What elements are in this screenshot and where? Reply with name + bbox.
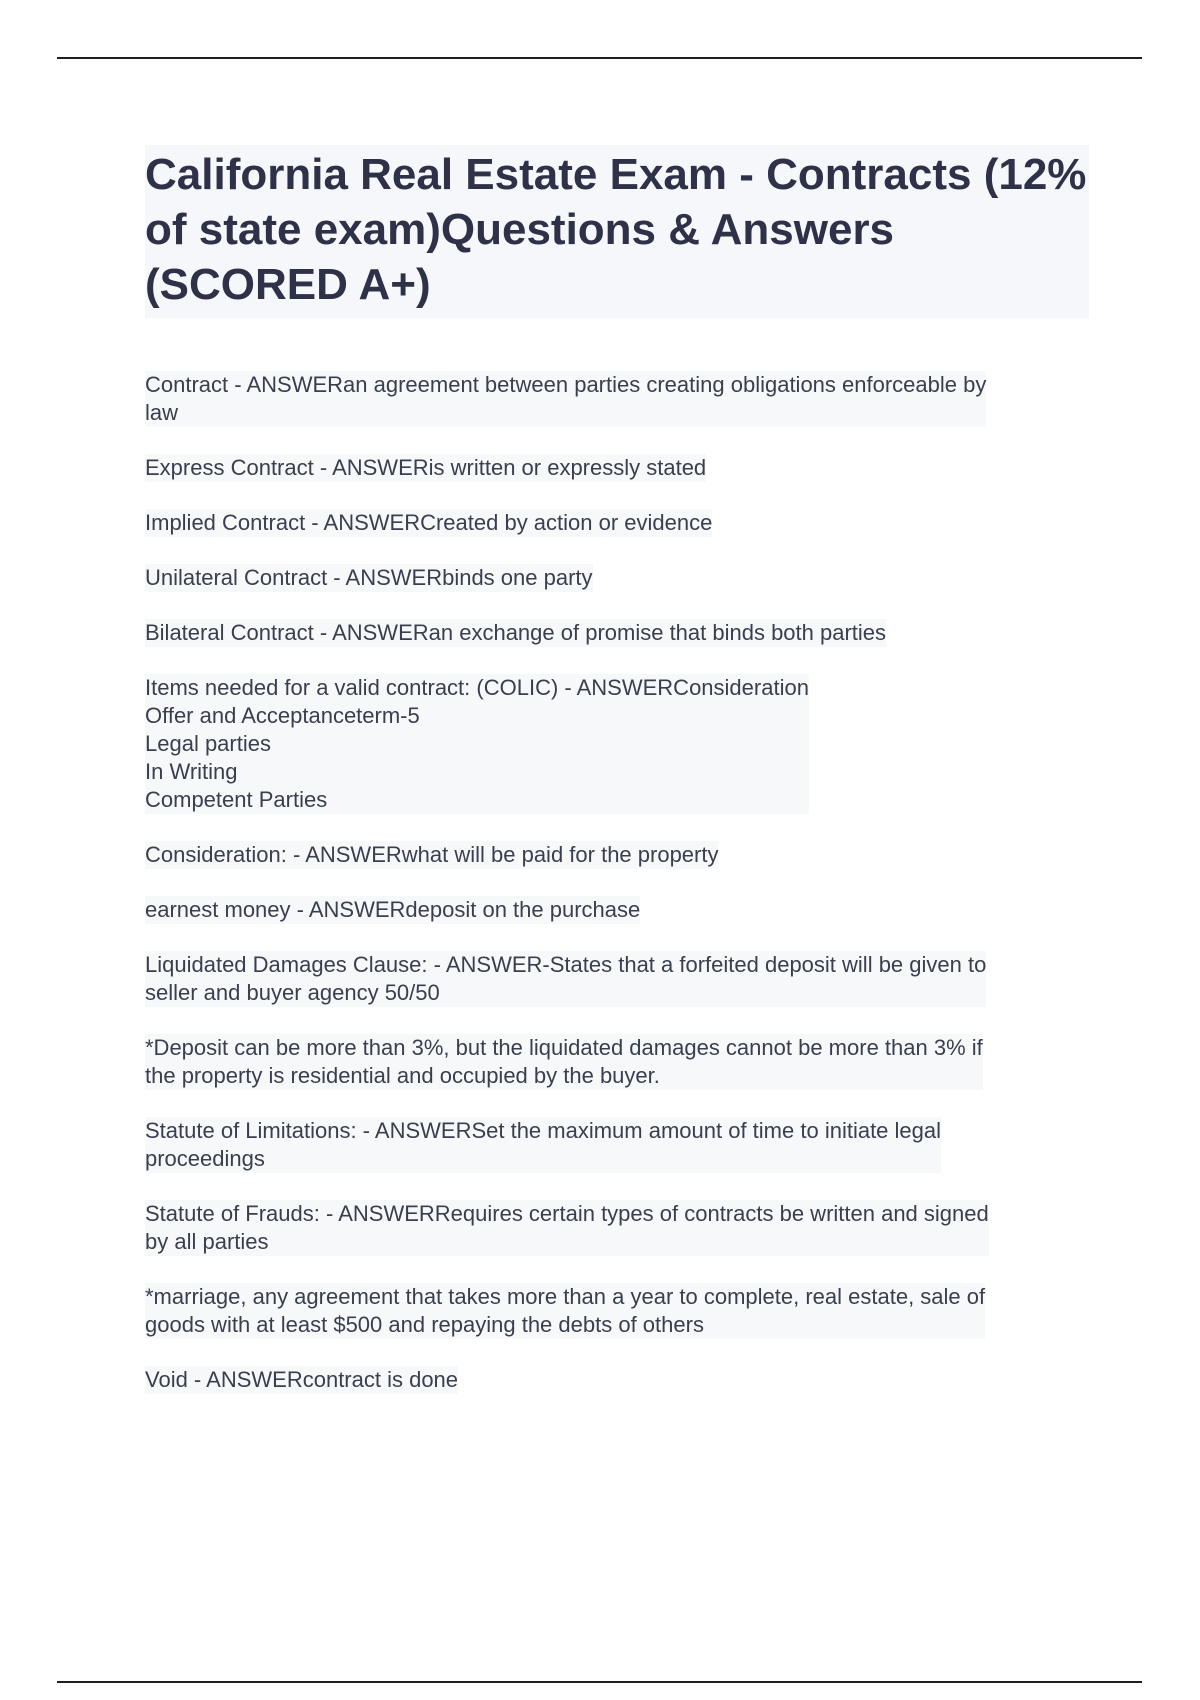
qa-entry — [145, 951, 986, 1007]
entry-line: Items needed for a valid contract: (COLIC) - ANSWERConsideration — [145, 675, 809, 700]
qa-entry — [145, 841, 718, 869]
qa-entry — [145, 1283, 985, 1339]
entry-line: by all parties — [145, 1229, 269, 1254]
qa-entry — [145, 371, 986, 427]
entry-line: earnest money - ANSWERdeposit on the purchase — [145, 897, 641, 922]
entry-line: Statute of Limitations: - ANSWERSet the maximum amount of time to initiate legal — [145, 1118, 942, 1143]
entry-line: the property is residential and occupied by the buyer. — [145, 1063, 660, 1088]
qa-entry — [145, 564, 593, 592]
entry-line: proceedings — [145, 1146, 265, 1171]
qa-entry — [145, 619, 886, 647]
entry-line: Offer and Acceptanceterm-5 — [145, 703, 420, 728]
document-title: California Real Estate Exam - Contracts (12% of state exam)Questions & Answers (SCORED A+) — [145, 150, 1087, 309]
qa-list — [145, 371, 1089, 1394]
entry-line: Liquidated Damages Clause: - ANSWER-States that a forfeited deposit will be given to — [145, 952, 987, 977]
qa-entry — [145, 896, 640, 924]
entry-line: law — [145, 400, 179, 425]
bottom-divider — [57, 1681, 1142, 1683]
entry-line: Express Contract - ANSWERis written or expressly stated — [145, 455, 707, 480]
qa-entry — [145, 1366, 458, 1394]
entry-line: Unilateral Contract - ANSWERbinds one party — [145, 565, 593, 590]
entry-line: seller and buyer agency 50/50 — [145, 980, 440, 1005]
entry-line: In Writing — [145, 759, 238, 784]
title-block — [145, 145, 1089, 318]
entry-line: Competent Parties — [145, 787, 328, 812]
entry-line: Bilateral Contract - ANSWERan exchange of promise that binds both parties — [145, 620, 887, 645]
qa-entry — [145, 674, 809, 814]
qa-entry — [145, 1117, 941, 1173]
entry-line: Statute of Frauds: - ANSWERRequires certain types of contracts be written and signed — [145, 1201, 989, 1226]
entry-line: Implied Contract - ANSWERCreated by action or evidence — [145, 510, 713, 535]
top-divider — [57, 57, 1142, 59]
entry-line: Consideration: - ANSWERwhat will be paid for the property — [145, 842, 719, 867]
document-page — [145, 145, 1089, 1421]
qa-entry — [145, 454, 706, 482]
qa-entry — [145, 509, 712, 537]
entry-line: *marriage, any agreement that takes more than a year to complete, real estate, sale of — [145, 1284, 986, 1309]
qa-entry — [145, 1200, 989, 1256]
entry-line: goods with at least $500 and repaying the debts of others — [145, 1312, 704, 1337]
entry-line: Void - ANSWERcontract is done — [145, 1367, 459, 1392]
qa-entry — [145, 1034, 983, 1090]
entry-line: *Deposit can be more than 3%, but the liquidated damages cannot be more than 3% if — [145, 1035, 983, 1060]
entry-line: Legal parties — [145, 731, 271, 756]
entry-line: Contract - ANSWERan agreement between parties creating obligations enforceable by — [145, 372, 987, 397]
